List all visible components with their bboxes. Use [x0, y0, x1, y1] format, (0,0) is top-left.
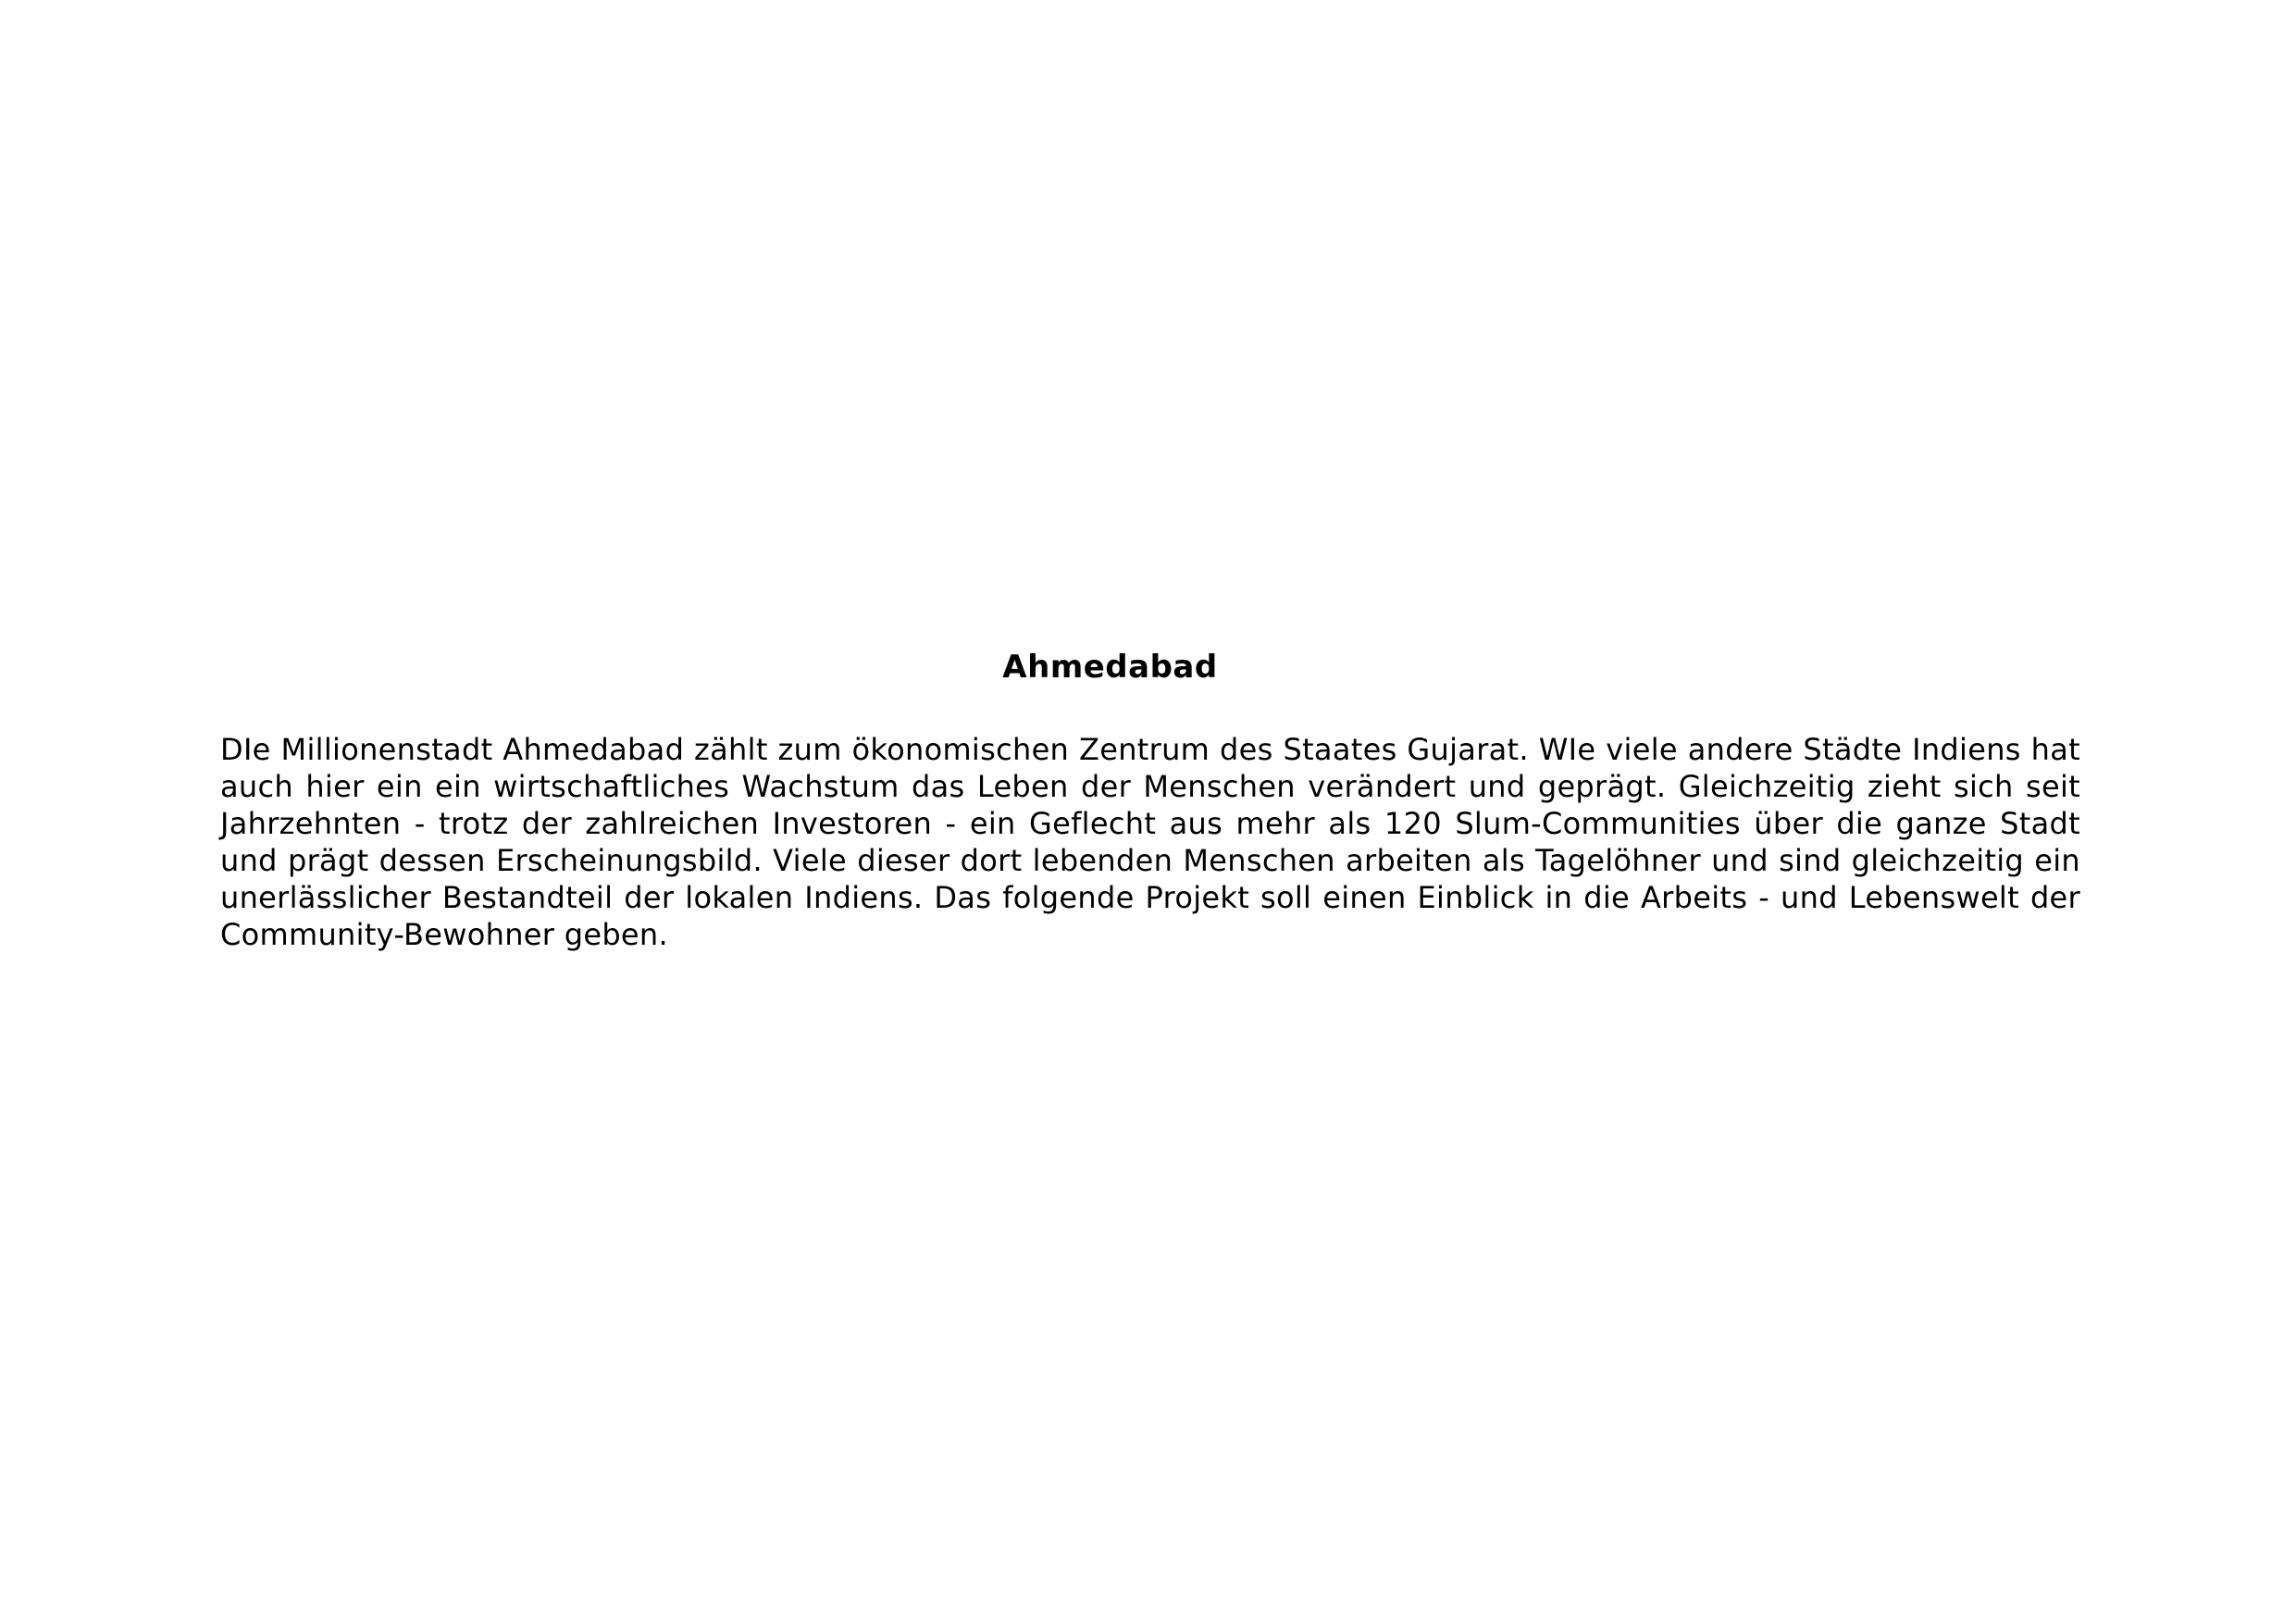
page-title: Ahmedabad [1002, 649, 1218, 686]
body-paragraph: DIe Millionenstadt Ahmedabad zählt zum ökonomischen Zentrum des Staates Gujarat. WIe viele andere Städte Indiens hat auch hier ein ein wirtschaftliches Wachstum das Leben der Menschen verändert und geprägt. Gleichzeitig zieht sich seit Jahrzehnten - trotz der zahlreichen Investoren - ein Geflecht aus mehr als 120 Slum-Communities über die ganze Stadt und prägt dessen Erscheinungsbild. Viele dieser dort lebenden Menschen arbeiten als Tagelöhner und sind gleichzeitig ein unerlässlicher Bestandteil der lokalen Indiens. Das folgende Projekt soll einen Einblick in die Arbeits - und Lebenswelt der Community-Bewohner geben. [220, 732, 2080, 952]
